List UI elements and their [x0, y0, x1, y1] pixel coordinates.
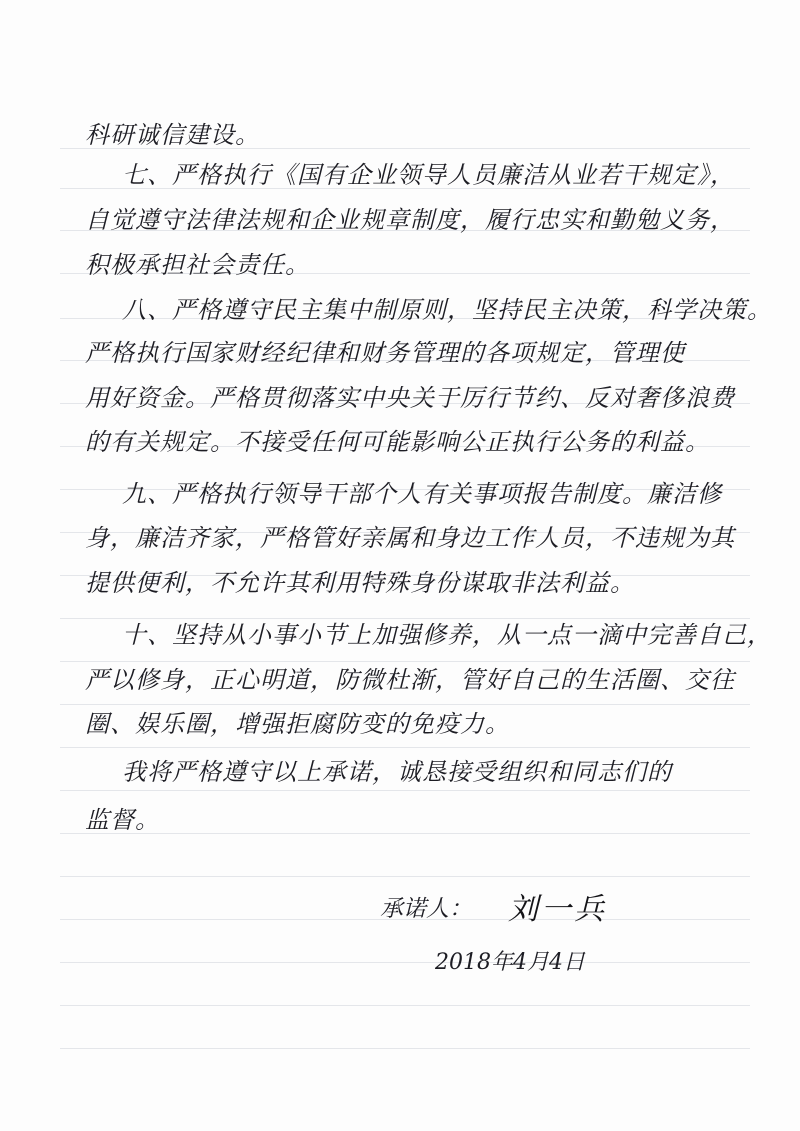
ruled-line — [60, 962, 750, 963]
text-line: 我将严格遵守以上承诺，诚恳接受组织和同志们的 — [122, 758, 672, 786]
text-line: 的有关规定。不接受任何可能影响公正执行公务的利益。 — [85, 428, 710, 456]
text-line: 八、严格遵守民主集中制原则，坚持民主决策，科学决策。 — [122, 296, 772, 324]
ruled-line — [60, 790, 750, 791]
ruled-line — [60, 833, 750, 834]
text-line: 严格执行国家财经纪律和财务管理的各项规定，管理使 — [85, 339, 685, 367]
text-line: 提供便利，不允许其利用特殊身份谋取非法利益。 — [85, 569, 635, 597]
ruled-line — [60, 1005, 750, 1006]
signature-name: 刘一兵 — [508, 892, 607, 927]
signature-date: 2018年4月4日 — [435, 950, 585, 975]
text-line: 自觉遵守法律法规和企业规章制度，履行忠实和勤勉义务， — [85, 206, 735, 234]
text-line: 科研诚信建设。 — [85, 121, 260, 149]
ruled-line — [60, 1048, 750, 1049]
text-line: 九、严格执行领导干部个人有关事项报告制度。廉洁修 — [122, 480, 722, 508]
text-line: 圈、娱乐圈，增强拒腐防变的免疫力。 — [85, 710, 510, 738]
text-line: 严以修身，正心明道，防微杜渐，管好自己的生活圈、交往 — [85, 666, 735, 694]
ruled-line — [60, 747, 750, 748]
ruled-line — [60, 876, 750, 877]
text-line: 十、坚持从小事小节上加强修养，从一点一滴中完善自己， — [122, 621, 772, 649]
text-line: 七、严格执行《国有企业领导人员廉洁从业若干规定》， — [122, 161, 735, 189]
signature-label: 承诺人： — [380, 896, 472, 922]
text-line: 身，廉洁齐家，严格管好亲属和身边工作人员，不违规为其 — [85, 524, 735, 552]
text-line: 积极承担社会责任。 — [85, 251, 310, 279]
text-line: 用好资金。严格贯彻落实中央关于厉行节约、反对奢侈浪费 — [85, 384, 735, 412]
text-line: 监督。 — [85, 806, 160, 834]
